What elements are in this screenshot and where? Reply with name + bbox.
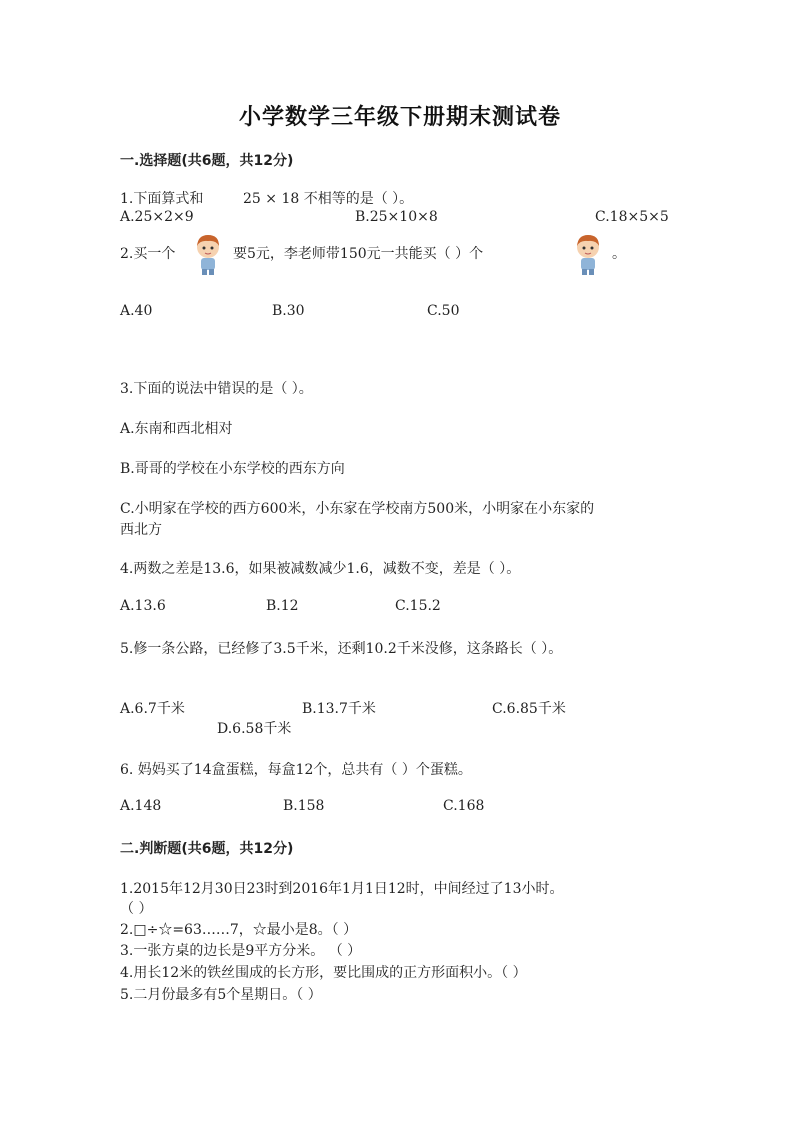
- judgement-item-1: 1.2015年12月30日23时到2016年1月1日12时，中间经过了13小时。: [120, 881, 564, 897]
- judgement-item-2: 2.□÷☆=63……7，☆最小是8。（ ）: [120, 922, 358, 938]
- question-5-stem: 5.修一条公路，已经修了3.5千米，还剩10.2千米没修，这条路长（ ）。: [120, 641, 563, 657]
- question-5-option-a: A.6.7千米: [120, 701, 185, 717]
- page-title: 小学数学三年级下册期末测试卷: [238, 105, 561, 130]
- question-5-option-c: C.6.85千米: [492, 701, 566, 717]
- boy-illustration-icon: [190, 232, 226, 276]
- boy-illustration-icon: [570, 232, 606, 276]
- question-2-stem-suffix: 。: [612, 246, 626, 262]
- question-4-option-b: B.12: [266, 598, 299, 614]
- question-1-option-a: A.25×2×9: [120, 209, 194, 225]
- question-1-stem: 25 × 18 不相等的是（ ）。: [243, 191, 414, 207]
- question-6-option-b: B.158: [283, 798, 325, 814]
- question-2-option-c: C.50: [427, 303, 460, 319]
- question-2-option-b: B.30: [272, 303, 305, 319]
- question-4-option-c: C.15.2: [395, 598, 441, 614]
- question-2-stem-prefix: 2.买一个: [120, 246, 176, 262]
- question-3-option-c-continued: 西北方: [120, 522, 162, 538]
- question-6-option-a: A.148: [120, 798, 162, 814]
- question-3-stem: 3.下面的说法中错误的是（ ）。: [120, 381, 313, 397]
- question-2-stem: 要5元，李老师带150元一共能买（ ）个: [233, 246, 484, 262]
- judgement-item-4: 4.用长12米的铁丝围成的长方形，要比围成的正方形面积小。（ ）: [120, 965, 527, 981]
- question-4-option-a: A.13.6: [120, 598, 166, 614]
- question-1-option-b: B.25×10×8: [355, 209, 438, 225]
- question-6-option-c: C.168: [443, 798, 485, 814]
- question-6-stem: 6. 妈妈买了14盒蛋糕，每盒12个，总共有（ ）个蛋糕。: [120, 762, 472, 778]
- question-5-option-d: D.6.58千米: [217, 721, 292, 737]
- judgement-item-5: 5.二月份最多有5个星期日。（ ）: [120, 987, 322, 1003]
- question-4-stem: 4.两数之差是13.6，如果被减数减少1.6，减数不变，差是（ ）。: [120, 561, 521, 577]
- judgement-item-3: 3.一张方桌的边长是9平方分米。 （ ）: [120, 943, 362, 959]
- section-heading-judgement: 二.判断题(共6题，共12分): [120, 841, 294, 857]
- question-3-option-c: C.小明家在学校的西方600米，小东家在学校南方500米，小明家在小东家的: [120, 501, 595, 517]
- question-3-option-b: B.哥哥的学校在小东学校的西东方向: [120, 461, 345, 477]
- question-1-option-c: C.18×5×5: [595, 209, 669, 225]
- question-2-option-a: A.40: [120, 303, 153, 319]
- judgement-item-1-blank: （ ）: [120, 901, 153, 917]
- question-3-option-a: A.东南和西北相对: [120, 421, 233, 437]
- section-heading-choice: 一.选择题(共6题，共12分): [120, 153, 294, 169]
- question-5-option-b: B.13.7千米: [302, 701, 376, 717]
- question-1-stem-prefix: 1.下面算式和: [120, 191, 204, 207]
